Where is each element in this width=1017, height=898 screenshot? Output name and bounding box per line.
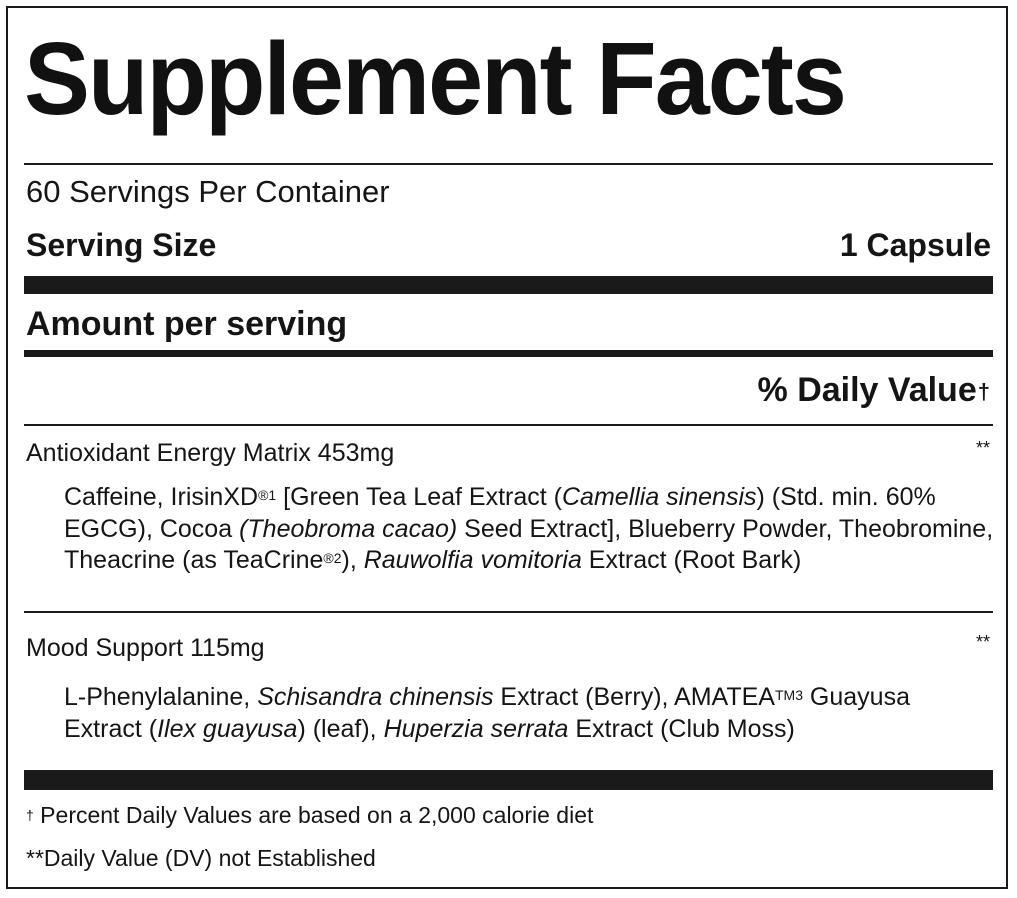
divider-thin-top — [24, 163, 993, 165]
dagger-mark: † — [977, 379, 990, 404]
serving-size-label: Serving Size — [26, 227, 217, 263]
daily-value-header — [758, 369, 990, 411]
amount-per-serving: Amount per serving — [26, 305, 348, 343]
footnote-dagger: † — [26, 807, 34, 823]
supplement-facts-panel — [6, 6, 1008, 889]
servings-per-container: 60 Servings Per Container — [26, 174, 390, 209]
ingredient-italic-text: Ilex guayusa — [157, 714, 298, 743]
ingredient-text: L-Phenylalanine, — [64, 683, 258, 711]
ingredient-italic-text: Camellia sinensis — [561, 483, 757, 511]
ingredient-superscript: ®2 — [323, 550, 342, 566]
ingredient-italic-text: Rauwolfia vomitoria — [363, 546, 582, 574]
ingredient-italic-text: Schisandra chinensis — [257, 683, 494, 711]
ingredient-text: Extract (Club Moss) — [568, 714, 795, 743]
ingredient-superscript: TM3 — [774, 687, 803, 703]
footnote-dv-not-established: **Daily Value (DV) not Established — [26, 845, 376, 871]
section-name: Mood Support 115mg — [26, 634, 265, 662]
ingredient-superscript: ®1 — [258, 487, 277, 503]
ingredient-list — [64, 682, 984, 745]
ingredient-text: Caffeine, IrisinXD — [64, 483, 259, 511]
ingredient-list — [64, 482, 994, 577]
divider-thick-2 — [24, 770, 993, 790]
divider-thin-1 — [24, 424, 993, 426]
label-title: Supplement Facts — [24, 21, 845, 136]
divider-thick-1 — [24, 276, 993, 294]
ingredient-text: [Green Tea Leaf Extract ( — [276, 483, 562, 511]
divider-thin-2 — [24, 611, 993, 613]
footnote-daily-values-text: Percent Daily Values are based on a 2,000 calorie diet — [33, 802, 594, 828]
ingredient-text: Guayusa Extract ( — [64, 683, 910, 743]
section-dv: ** — [975, 438, 990, 458]
ingredient-text: Seed Extract], Blueberry Powder, Theobromine, Theacrine (as TeaCrine — [64, 514, 994, 574]
footnote-daily-values — [26, 801, 593, 829]
ingredient-text: ) (Std. min. 60% EGCG), Cocoa — [64, 483, 936, 543]
daily-value-header-text: % Daily Value — [757, 371, 977, 409]
ingredient-text: ), — [341, 546, 364, 574]
ingredient-italic-text: Huperzia serrata — [383, 714, 569, 743]
ingredient-italic-text: (Theobroma cacao) — [239, 514, 458, 543]
section-dv: ** — [975, 632, 990, 652]
ingredient-text: Extract (Root Bark) — [581, 546, 802, 574]
section-name: Antioxidant Energy Matrix 453mg — [26, 439, 395, 467]
ingredient-text: ) (leaf), — [297, 714, 384, 743]
serving-size-value: 1 Capsule — [839, 227, 991, 263]
ingredient-text: Extract (Berry), AMATEA — [493, 683, 775, 711]
divider-medium — [24, 350, 993, 357]
